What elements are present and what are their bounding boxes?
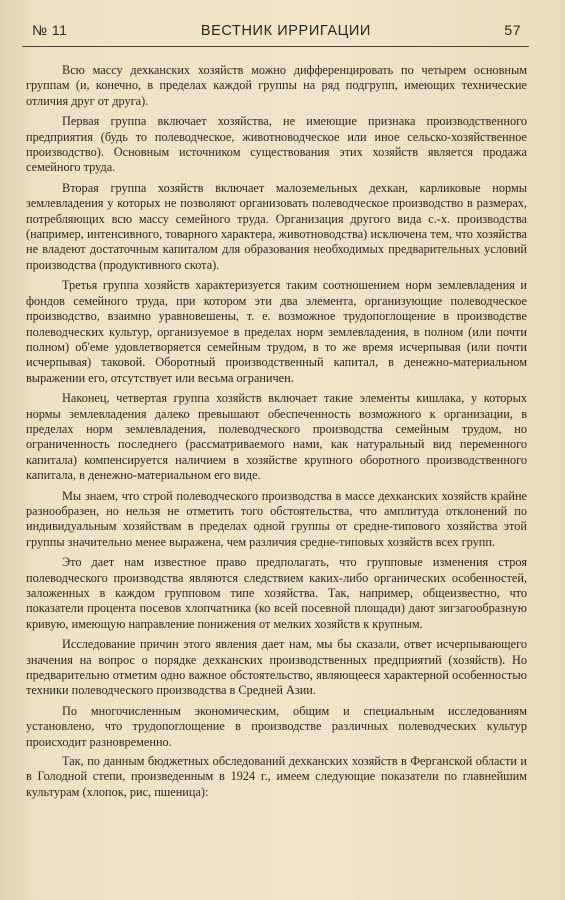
- page-header: [22, 22, 529, 42]
- paragraph: Исследование причин этого явления дает нам, мы бы сказали, ответ исчерпывающего значения на вопрос о порядке дехканских производственных предприятий (хозяйств). Но предварительно отметим одно важное обстоятельство, являющееся характерной особенностью техники полеводческого производства в Средней Азии.: [26, 637, 527, 698]
- paragraph: Вторая группа хозяйств включает малоземельных дехкан, карликовые нормы землевладения у которых не позволяют организовать полеводческое производство в размерах, потребляющих всю массу семейного труда. Организация другого вида с.-х. производства (например, интенсивного, товарного характера, животноводства) исключена тем, что хозяйства не владеют достаточным капиталом для образования необходимых предварительных условий производства (продуктивного скота).: [26, 180, 527, 272]
- paragraph: По многочисленным экономическим, общим и специальным исследованиям установлено, что трудопоглощение в производстве различных полеводческих культур происходит разновременно.: [26, 703, 527, 749]
- article-body: [22, 63, 529, 800]
- journal-title: ВЕСТНИК ИРРИГАЦИИ: [200, 23, 371, 39]
- paragraph: Наконец, четвертая группа хозяйств включает такие элементы кишлака, у которых нормы землевладения далеко превышают обеспеченность возможного к организации, в пределах норм землевладения, полеводческого производства семейным трудом, но ограниченность последнего (рассматриваемого нами, как натуральный вид переменного капитала) компенсируется наличием в хозяйстве крупного оборотного производственного капитала, в денежно-материальном его виде.: [26, 391, 527, 483]
- header-rule: [22, 46, 529, 47]
- paragraph: Это дает нам известное право предполагать, что групповые изменения строя полеводческого производства являются следствием каких-либо органических особенностей, заложенных в каждом групповом типе хозяйства. Так, например, общеизвестно, что показатели процента посевов хлопчатника (ко всей посевной площади) дают зигзагообразную кривую, имеющую направление понижения от мелких хозяйств к крупным.: [26, 555, 527, 631]
- paragraph: Мы знаем, что строй полеводческого производства в массе дехканских хозяйств крайне разнообразен, но нельзя не отметить того обстоятельства, что амплитуда отклонений по индивидуальным хозяйствам в пределах одной группы от средне-типового хозяйства этой группы значительно менее выражена, чем различия средне-типовых хозяйств всех групп.: [26, 488, 527, 549]
- page-number: 57: [504, 22, 521, 38]
- paragraph: Третья группа хозяйств характеризуется таким соотношением норм землевладения и фондов семейного труда, при котором эти два элемента, организующие полеводческое производство, взаимно уравновешены, т. е. возможное трудопоглощение в производстве полеводческих культур, организуемое в пределах норм землевладения, в полном (или почти полном) об'еме удовлетворяется семейным трудом, в то же время исчерпывая (или почти исчерпывая) таковой. Оборотный производственный капитал, в денежно-материальном выражении его, отсутствует или весьма ограничен.: [26, 278, 527, 385]
- paragraph: Так, по данным бюджетных обследований дехканских хозяйств в Ферганской области и в Голодной степи, произведенным в 1924 г., имеем следующие показатели по главнейшим культурам (хлопок, рис, пшеница):: [26, 754, 527, 799]
- paragraph: Первая группа включает хозяйства, не имеющие признака производственного предприятия (будь то полеводческое, животноводческое или иное сельско-хозяйственное производство). Основным источником существования этих хозяйств является продажа семейного труда.: [26, 114, 527, 175]
- paragraph: Всю массу дехканских хозяйств можно дифференцировать по четырем основным группам (и, конечно, в пределах каждой группы на ряд подгрупп, имеющих технические отличия друг от друга).: [26, 63, 527, 108]
- issue-number: № 11: [32, 22, 68, 38]
